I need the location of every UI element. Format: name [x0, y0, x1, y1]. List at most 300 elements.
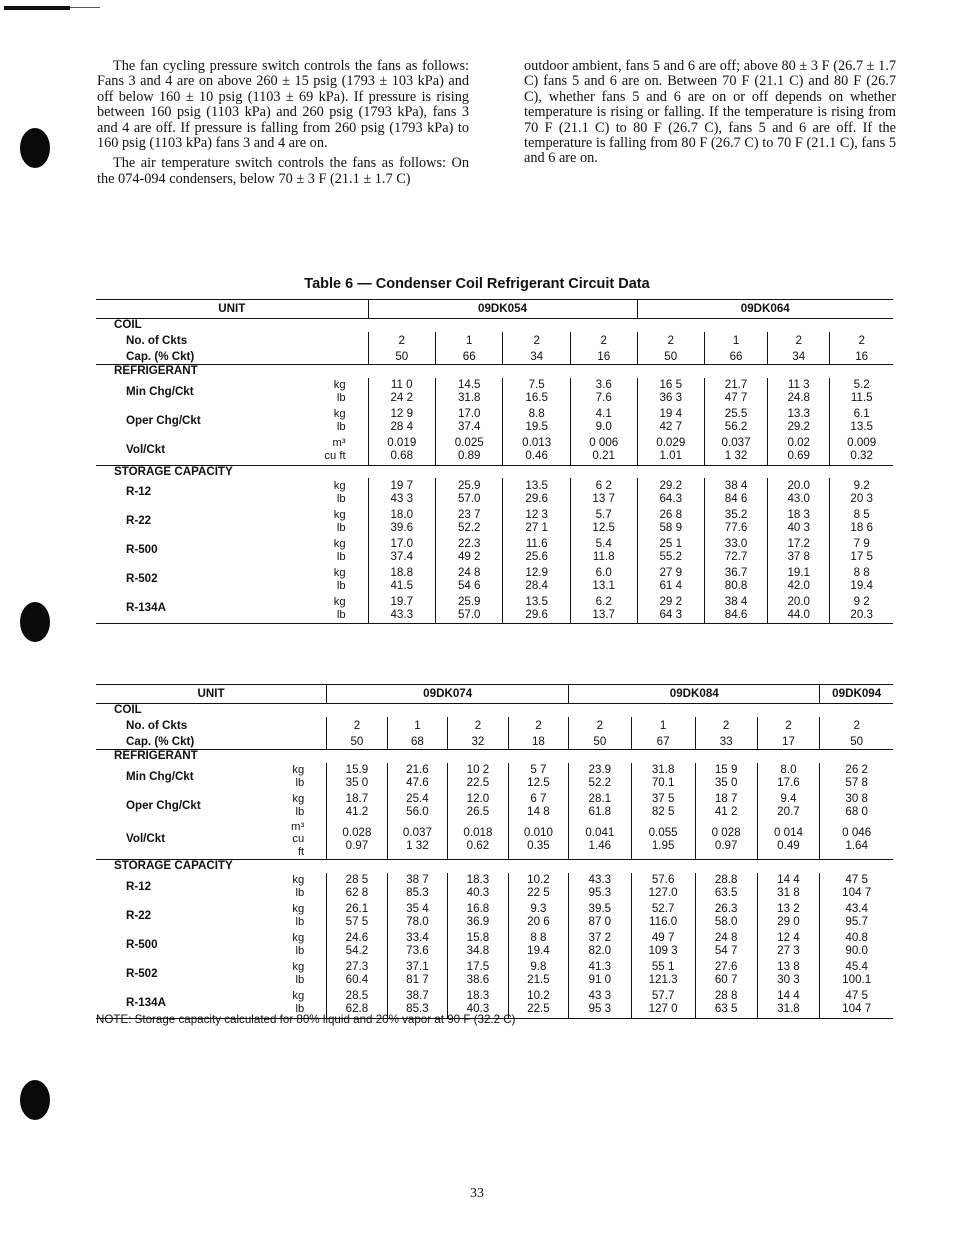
- table-cell: [503, 536, 570, 565]
- table-cell: 18: [508, 733, 569, 750]
- table-cell: [503, 378, 570, 407]
- cell-value-metric: 14 4: [777, 873, 800, 887]
- cell-value-metric: 17.5: [466, 960, 490, 974]
- cell-value-metric: 0.013: [522, 436, 552, 450]
- cell-value-metric: 21.7: [724, 378, 748, 392]
- table-cell: [637, 436, 704, 466]
- cell-value-imperial: 42.0: [787, 578, 811, 592]
- cell-value-metric: 20.0: [787, 479, 811, 493]
- cell-value-imperial: 11.8: [592, 549, 615, 563]
- cell-value-imperial: 52.2: [457, 520, 481, 534]
- table-row: [96, 792, 893, 821]
- cell-value-metric: 25.9: [457, 479, 481, 493]
- table-cell: [327, 902, 388, 931]
- table-cell: [570, 436, 637, 466]
- unit-metric: kg: [333, 509, 346, 522]
- paragraph: The air temperature switch controls the fans as follows: On the 074-094 condensers, below 70 ± 3 F (21.1 ± 1.7 C): [97, 155, 469, 187]
- table-cell: [448, 873, 509, 902]
- table-row: [96, 717, 893, 733]
- unit-label: [291, 902, 327, 931]
- cell-value-imperial: 26.5: [466, 805, 490, 819]
- cell-value-metric: 21.6: [406, 763, 429, 777]
- cell-value-imperial: 40.3: [466, 1002, 490, 1016]
- cell-value-metric: 27.6: [714, 960, 738, 974]
- cell-value-imperial: 57 8: [845, 776, 868, 790]
- table-cell: 2: [695, 717, 757, 733]
- cell-value-metric: 25.4: [406, 792, 429, 806]
- table-cell: 2: [570, 332, 637, 348]
- table-cell: [757, 902, 820, 931]
- left-text-column: [97, 59, 469, 192]
- table-cell: 32: [448, 733, 509, 750]
- cell-value-imperial: 0.49: [777, 838, 800, 852]
- cell-value-imperial: 20 6: [527, 915, 550, 929]
- cell-value-imperial: 19.4: [850, 578, 873, 592]
- unit-label: [300, 565, 368, 594]
- cell-value-imperial: 1.95: [651, 838, 675, 852]
- cell-value-imperial: 41.2: [345, 805, 369, 819]
- table-cell: [570, 565, 637, 594]
- punch-hole: [20, 128, 50, 168]
- table-row: [96, 565, 893, 594]
- cell-value-imperial: 44.0: [787, 607, 811, 621]
- cell-value-metric: 28.8: [714, 873, 738, 887]
- table-cell: [436, 378, 503, 407]
- cell-value-imperial: 1.46: [588, 838, 612, 852]
- table-row: [96, 704, 893, 717]
- cell-value-metric: 0.018: [463, 825, 493, 839]
- cell-value-metric: 10.2: [527, 989, 550, 1003]
- table-cell: [830, 478, 893, 507]
- table-cell: [448, 821, 509, 860]
- table-cell: [757, 763, 820, 792]
- cell-value-imperial: 1 32: [724, 449, 748, 463]
- cell-value-metric: 0.009: [847, 436, 877, 450]
- table-cell: [830, 594, 893, 624]
- cell-value-metric: 0.025: [454, 436, 484, 450]
- header-rule: [4, 6, 70, 10]
- cell-value-metric: 31.8: [651, 763, 675, 777]
- table-cell: [503, 436, 570, 466]
- cell-value-metric: 0.029: [656, 436, 686, 450]
- paragraph: The fan cycling pressure switch controls the fans as follows: Fans 3 and 4 are on above 260 ± 15 psig (1793 ± 103 kPa) and off below 160 ± 10 psig (1103 ± 69 kPa). If pressure is rising between 160 psig (1103 kPa) and 260 psig (1793 kPa), fans 3 and 4 are off. If pressure is falling from 260 psig (1793 kPa) to 160 psig (1103 kPa) fans 3 and 4 are on.: [97, 58, 469, 152]
- cell-value-metric: 0 006: [589, 436, 619, 450]
- table-cell: [387, 960, 448, 989]
- table-cell: [503, 407, 570, 436]
- cell-value-metric: 13.5: [525, 479, 548, 493]
- table-cell: [436, 594, 503, 624]
- cell-value-metric: 27 9: [659, 566, 683, 580]
- cell-value-metric: 9 2: [853, 595, 870, 609]
- cell-value-imperial: 29.6: [525, 491, 548, 505]
- cell-value-imperial: 57.0: [457, 491, 481, 505]
- table-cell: 50: [327, 733, 388, 750]
- cell-value-imperial: 90.0: [845, 944, 868, 958]
- cell-value-metric: 5.4: [595, 537, 612, 551]
- table-cell: [508, 989, 569, 1019]
- cell-value-metric: 15.9: [345, 763, 369, 777]
- table-cell: [503, 507, 570, 536]
- cell-value-metric: 33.0: [724, 537, 748, 551]
- table-cell: [631, 792, 695, 821]
- table-cell: [387, 763, 448, 792]
- cell-value-imperial: 47.6: [406, 776, 429, 790]
- cell-value-metric: 12 4: [777, 931, 800, 945]
- page-number: 33: [470, 1186, 484, 1201]
- cell-value-imperial: 29.2: [787, 420, 811, 434]
- cell-value-metric: 5.2: [853, 378, 870, 392]
- table-cell: [695, 873, 757, 902]
- cell-value-imperial: 17.6: [777, 776, 800, 790]
- cell-value-imperial: 63.5: [714, 886, 738, 900]
- cell-value-metric: 19 7: [390, 479, 414, 493]
- table-cell: [820, 902, 893, 931]
- cell-value-imperial: 38.6: [466, 973, 490, 987]
- cell-value-metric: 12.0: [466, 792, 490, 806]
- unit-imperial: lb: [336, 392, 346, 405]
- cell-value-metric: 18.0: [390, 508, 414, 522]
- table-cell: [631, 821, 695, 860]
- table-cell: [508, 960, 569, 989]
- cell-value-imperial: 11.5: [850, 391, 873, 405]
- section-label: COIL: [114, 318, 142, 331]
- table-cell: [757, 873, 820, 902]
- cell-value-metric: 18 7: [714, 792, 738, 806]
- cell-value-imperial: 64 3: [659, 607, 683, 621]
- cell-value-imperial: 22 5: [527, 886, 550, 900]
- cell-value-imperial: 68 0: [845, 805, 868, 819]
- row-label: R-12: [126, 879, 152, 893]
- table-cell: [368, 536, 435, 565]
- cell-value-imperial: 35 0: [714, 776, 738, 790]
- cell-value-metric: 30 8: [845, 792, 868, 806]
- cell-value-imperial: 37.4: [457, 420, 481, 434]
- cell-value-imperial: 43.3: [390, 607, 414, 621]
- cell-value-imperial: 60 7: [714, 973, 738, 987]
- cell-value-metric: 18 3: [787, 508, 811, 522]
- table-cell: [569, 989, 631, 1019]
- cell-value-metric: 0.055: [648, 825, 678, 839]
- cell-value-metric: 25.9: [457, 595, 481, 609]
- cell-value-imperial: 0.97: [714, 838, 738, 852]
- cell-value-metric: 5 7: [530, 763, 547, 777]
- cell-value-imperial: 84 6: [724, 491, 748, 505]
- cell-value-metric: 8.8: [528, 407, 545, 421]
- cell-value-imperial: 127.0: [648, 886, 678, 900]
- table-cell: 66: [704, 348, 767, 365]
- table-cell: [508, 902, 569, 931]
- unit-metric: kg: [292, 764, 305, 777]
- unit-imperial: lb: [295, 916, 305, 929]
- table-cell: [695, 902, 757, 931]
- cell-value-imperial: 63 5: [714, 1002, 738, 1016]
- cell-value-imperial: 56.2: [724, 420, 748, 434]
- unit-metric: kg: [292, 793, 305, 806]
- unit-metric: kg: [292, 961, 305, 974]
- right-text-column: [524, 59, 896, 172]
- cell-value-imperial: 116.0: [649, 915, 678, 929]
- section-label: STORAGE CAPACITY: [114, 858, 233, 872]
- cell-value-metric: 13 2: [777, 902, 800, 916]
- table-cell: [387, 873, 448, 902]
- table-cell: 1: [436, 332, 503, 348]
- cell-value-imperial: 61.8: [588, 805, 612, 819]
- cell-value-metric: 17.0: [390, 537, 414, 551]
- cell-value-metric: 17.2: [787, 537, 811, 551]
- table-cell: [695, 960, 757, 989]
- cell-value-imperial: 12.5: [592, 520, 615, 534]
- cell-value-imperial: 80.8: [724, 578, 748, 592]
- cell-value-metric: 49 7: [651, 931, 675, 945]
- cell-value-imperial: 42 7: [659, 420, 683, 434]
- table-cell: [368, 378, 435, 407]
- unit-label: [300, 478, 368, 507]
- table-cell: [327, 873, 388, 902]
- table-cell: [387, 821, 448, 860]
- table-cell: [570, 478, 637, 507]
- cell-value-imperial: 29 0: [777, 915, 800, 929]
- cell-value-metric: 37 5: [651, 792, 675, 806]
- cell-value-imperial: 0.46: [525, 449, 548, 463]
- unit-label: [300, 507, 368, 536]
- unit-metric: kg: [333, 538, 346, 551]
- cell-value-imperial: 14 8: [527, 805, 550, 819]
- unit-imperial: lb: [295, 777, 305, 790]
- cell-value-metric: 16.8: [466, 902, 490, 916]
- cell-value-imperial: 29.6: [525, 607, 548, 621]
- unit-imperial: cu ft: [292, 833, 305, 859]
- cell-value-imperial: 19.4: [527, 944, 550, 958]
- table-cell: 1: [631, 717, 695, 733]
- cell-value-imperial: 43 3: [390, 491, 414, 505]
- cell-value-metric: 43.3: [588, 873, 612, 887]
- unit-imperial: lb: [336, 608, 346, 621]
- unit-imperial: lb: [336, 521, 346, 534]
- unit-label: [300, 436, 368, 466]
- table-cell: [704, 378, 767, 407]
- cell-value-metric: 0 046: [842, 825, 872, 839]
- table-cell: [704, 565, 767, 594]
- table-cell: [757, 931, 820, 960]
- row-label: R-502: [126, 966, 158, 980]
- cell-value-imperial: 121.3: [648, 973, 678, 987]
- cell-value-metric: 38 7: [406, 873, 429, 887]
- table-cell: [387, 931, 448, 960]
- unit-metric: kg: [292, 903, 305, 916]
- table-cell: [436, 507, 503, 536]
- table-cell: [569, 960, 631, 989]
- cell-value-metric: 0.037: [721, 436, 751, 450]
- cell-value-metric: 0 014: [773, 825, 803, 839]
- cell-value-metric: 9.2: [853, 479, 870, 493]
- table-cell: [768, 407, 830, 436]
- table-cell: [695, 763, 757, 792]
- cell-value-imperial: 24.8: [787, 391, 811, 405]
- unit-metric: kg: [333, 596, 346, 609]
- table-row: [96, 859, 893, 872]
- cell-value-imperial: 58 9: [659, 520, 683, 534]
- cell-value-metric: 5.7: [595, 508, 612, 522]
- table-cell: [695, 931, 757, 960]
- cell-value-metric: 24 8: [457, 566, 481, 580]
- table-cell: [569, 931, 631, 960]
- unit-metric: kg: [333, 480, 346, 493]
- table-cell: [387, 902, 448, 931]
- table-cell: [637, 536, 704, 565]
- table-cell: 2: [368, 332, 435, 348]
- cell-value-metric: 6.2: [595, 595, 612, 609]
- cell-value-metric: 6.0: [595, 566, 612, 580]
- cell-value-imperial: 62 8: [345, 886, 369, 900]
- table-cell: [820, 989, 893, 1019]
- cell-value-metric: 18.3: [466, 989, 490, 1003]
- cell-value-metric: 23 7: [457, 508, 481, 522]
- row-label: R-500: [126, 543, 158, 557]
- table-cell: 1: [387, 717, 448, 733]
- cell-value-imperial: 82 5: [651, 805, 675, 819]
- cell-value-imperial: 54 7: [714, 944, 738, 958]
- table-cell: [448, 902, 509, 931]
- table-cell: [327, 763, 388, 792]
- cell-value-metric: 28.5: [345, 989, 369, 1003]
- table-cell: 2: [448, 717, 509, 733]
- unit-label: [291, 717, 327, 733]
- table-cell: [820, 763, 893, 792]
- table-row: [96, 960, 893, 989]
- cell-value-imperial: 70.1: [651, 776, 675, 790]
- table-cell: 1: [704, 332, 767, 348]
- row-label: R-22: [126, 514, 152, 528]
- cell-value-metric: 17.0: [457, 407, 481, 421]
- row-label: Vol/Ckt: [96, 436, 300, 466]
- unit-label: [300, 378, 368, 407]
- table-cell: [631, 763, 695, 792]
- cell-value-imperial: 73.6: [406, 944, 429, 958]
- table-cell: [368, 594, 435, 624]
- cell-value-metric: 8.0: [780, 763, 797, 777]
- cell-value-metric: 47 5: [845, 989, 868, 1003]
- table-cell: [570, 536, 637, 565]
- table-cell: 2: [508, 717, 569, 733]
- cell-value-imperial: 54 6: [457, 578, 481, 592]
- cell-value-imperial: 37.4: [390, 549, 414, 563]
- table-cell: 2: [637, 332, 704, 348]
- cell-value-imperial: 40 3: [787, 520, 811, 534]
- row-label: Cap. (% Ckt): [96, 733, 291, 750]
- table-cell: [637, 407, 704, 436]
- cell-value-metric: 0.02: [787, 436, 811, 450]
- table-cell: [768, 478, 830, 507]
- cell-value-metric: 0.041: [585, 825, 615, 839]
- table-cell: [768, 536, 830, 565]
- unit-metric: kg: [292, 932, 305, 945]
- cell-value-imperial: 52.2: [588, 776, 612, 790]
- punch-hole: [20, 1080, 50, 1120]
- cell-value-metric: 24.6: [345, 931, 369, 945]
- table-cell: [637, 565, 704, 594]
- unit-label: [300, 594, 368, 624]
- table-cell: [436, 536, 503, 565]
- table-cell: [368, 565, 435, 594]
- cell-value-metric: 0.010: [523, 825, 553, 839]
- cell-value-metric: 37 2: [588, 931, 612, 945]
- cell-value-metric: 6 7: [530, 792, 547, 806]
- table-cell: [569, 902, 631, 931]
- table-cell: [695, 792, 757, 821]
- table-cell: [503, 478, 570, 507]
- cell-value-imperial: 12.5: [527, 776, 550, 790]
- model-header: 09DK064: [637, 300, 893, 319]
- unit-label: [291, 821, 327, 860]
- cell-value-imperial: 31 8: [777, 886, 800, 900]
- table-cell: [327, 821, 388, 860]
- cell-value-imperial: 13.1: [592, 578, 615, 592]
- cell-value-imperial: 104 7: [842, 886, 872, 900]
- cell-value-imperial: 0.21: [592, 449, 615, 463]
- cell-value-metric: 13.3: [787, 407, 811, 421]
- cell-value-metric: 24 8: [714, 931, 738, 945]
- model-header: 09DK084: [569, 685, 820, 704]
- table-cell: [508, 873, 569, 902]
- cell-value-imperial: 81 7: [406, 973, 429, 987]
- cell-value-imperial: 72.7: [724, 549, 748, 563]
- cell-value-metric: 16 5: [659, 378, 683, 392]
- cell-value-metric: 15.8: [466, 931, 490, 945]
- table-cell: [508, 792, 569, 821]
- cell-value-imperial: 64.3: [659, 491, 683, 505]
- cell-value-metric: 9.3: [530, 902, 547, 916]
- row-label: Min Chg/Ckt: [126, 769, 194, 783]
- table-cell: [695, 989, 757, 1019]
- model-header: 09DK094: [820, 685, 893, 704]
- cell-value-metric: 11.6: [525, 537, 548, 551]
- cell-value-metric: 0.037: [402, 825, 432, 839]
- table-cell: [820, 960, 893, 989]
- unit-imperial: lb: [336, 492, 346, 505]
- cell-value-metric: 12 9: [390, 407, 414, 421]
- cell-value-imperial: 78.0: [406, 915, 429, 929]
- cell-value-metric: 55 1: [651, 960, 675, 974]
- table-cell: [637, 378, 704, 407]
- table-cell: [704, 536, 767, 565]
- cell-value-metric: 47 5: [845, 873, 868, 887]
- cell-value-imperial: 85.3: [406, 1002, 429, 1016]
- cell-value-imperial: 30 3: [777, 973, 800, 987]
- table-cell: [637, 478, 704, 507]
- cell-value-imperial: 0.62: [466, 838, 490, 852]
- cell-value-metric: 29.2: [659, 479, 683, 493]
- cell-value-imperial: 84.6: [724, 607, 748, 621]
- table-cell: [368, 407, 435, 436]
- cell-value-metric: 13 8: [777, 960, 800, 974]
- table-row: [96, 733, 893, 750]
- cell-value-imperial: 109 3: [648, 944, 678, 958]
- cell-value-imperial: 19.5: [525, 420, 548, 434]
- row-label: R-134A: [96, 594, 300, 624]
- row-label: Cap. (% Ckt): [96, 348, 300, 365]
- table-cell: 16: [830, 348, 893, 365]
- cell-value-metric: 36.7: [724, 566, 748, 580]
- table-cell: [820, 792, 893, 821]
- table-cell: [570, 378, 637, 407]
- table-cell: [631, 931, 695, 960]
- table-cell: [569, 792, 631, 821]
- table-cell: [570, 407, 637, 436]
- cell-value-metric: 26 2: [845, 763, 868, 777]
- row-label: R-22: [126, 908, 152, 922]
- table-cell: [436, 407, 503, 436]
- cell-value-imperial: 1 32: [406, 838, 429, 852]
